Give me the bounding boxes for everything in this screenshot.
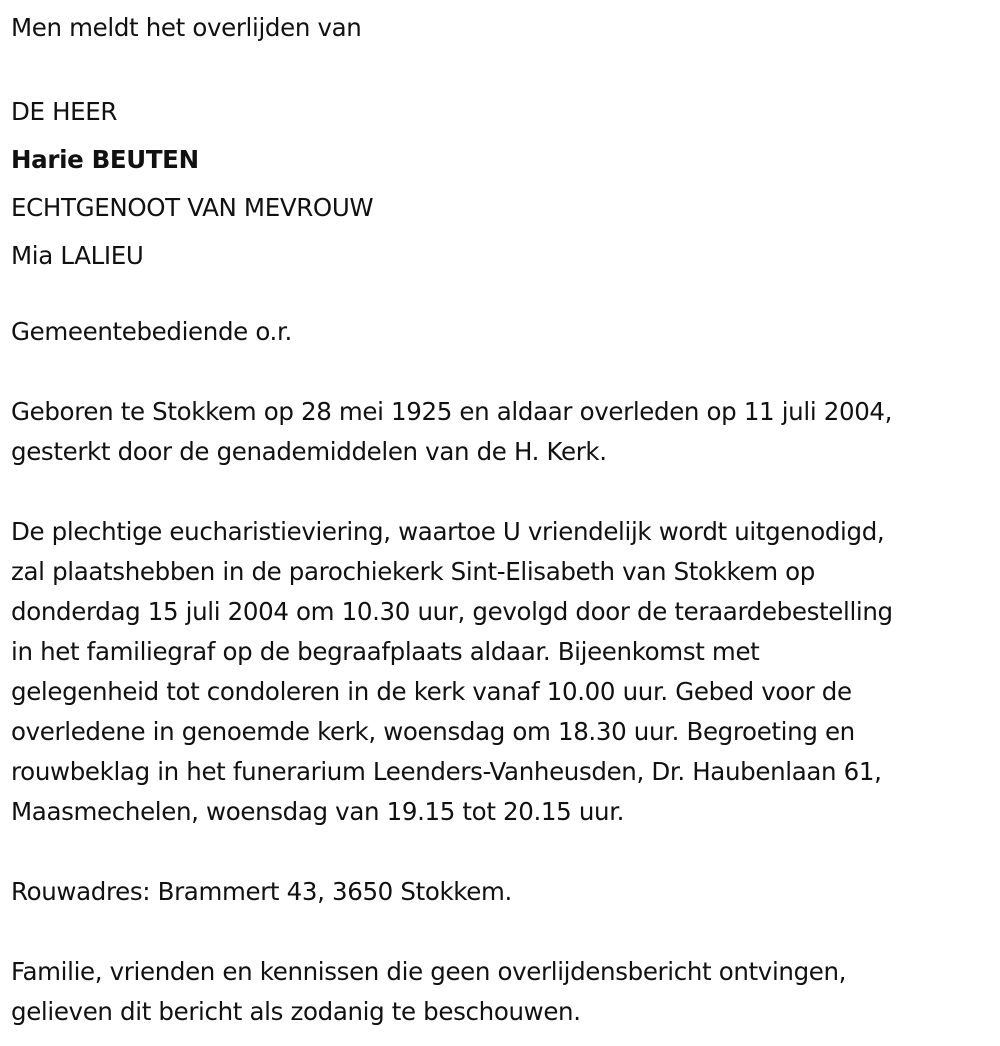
- ceremony-paragraph: [11, 512, 996, 832]
- birth-death-line: gesterkt door de genademiddelen van de H. Kerk.: [11, 437, 607, 466]
- death-notice: [11, 8, 996, 1032]
- ceremony-line: Maasmechelen, woensdag van 19.15 tot 20.15 uur.: [11, 797, 625, 826]
- closing-line: Familie, vrienden en kennissen die geen overlijdensbericht ontvingen,: [11, 957, 847, 986]
- ceremony-line: overledene in genoemde kerk, woensdag om 18.30 uur. Begroeting en: [11, 717, 855, 746]
- spacer: [11, 352, 996, 392]
- birth-death-paragraph: [11, 392, 996, 472]
- ceremony-line: rouwbeklag in het funerarium Leenders-Vanheusden, Dr. Haubenlaan 61,: [11, 757, 882, 786]
- deceased-name: Harie BEUTEN: [11, 145, 199, 174]
- spouse-label: ECHTGENOOT VAN MEVROUW: [11, 193, 374, 222]
- title-text: DE HEER: [11, 97, 118, 126]
- spacer: [11, 48, 996, 88]
- closing-paragraph: [11, 952, 996, 1032]
- spacer: [11, 832, 996, 872]
- spacer: [11, 472, 996, 512]
- ceremony-line: De plechtige eucharistieviering, waartoe U vriendelijk wordt uitgenodigd,: [11, 517, 885, 546]
- intro-text: Men meldt het overlijden van: [11, 13, 362, 42]
- birth-death-line: Geboren te Stokkem op 28 mei 1925 en aldaar overleden op 11 juli 2004,: [11, 397, 893, 426]
- address-text: Rouwadres: Brammert 43, 3650 Stokkem.: [11, 877, 512, 906]
- spacer: [11, 280, 996, 312]
- spouse-name: Mia LALIEU: [11, 241, 144, 270]
- ceremony-line: zal plaatshebben in de parochiekerk Sint-Elisabeth van Stokkem op: [11, 557, 816, 586]
- ceremony-line: gelegenheid tot condoleren in de kerk vanaf 10.00 uur. Gebed voor de: [11, 677, 852, 706]
- closing-line: gelieven dit bericht als zodanig te beschouwen.: [11, 997, 581, 1026]
- spacer: [11, 912, 996, 952]
- ceremony-line: in het familiegraf op de begraafplaats aldaar. Bijeenkomst met: [11, 637, 760, 666]
- occupation-text: Gemeentebediende o.r.: [11, 317, 292, 346]
- ceremony-line: donderdag 15 juli 2004 om 10.30 uur, gevolgd door de teraardebestelling: [11, 597, 893, 626]
